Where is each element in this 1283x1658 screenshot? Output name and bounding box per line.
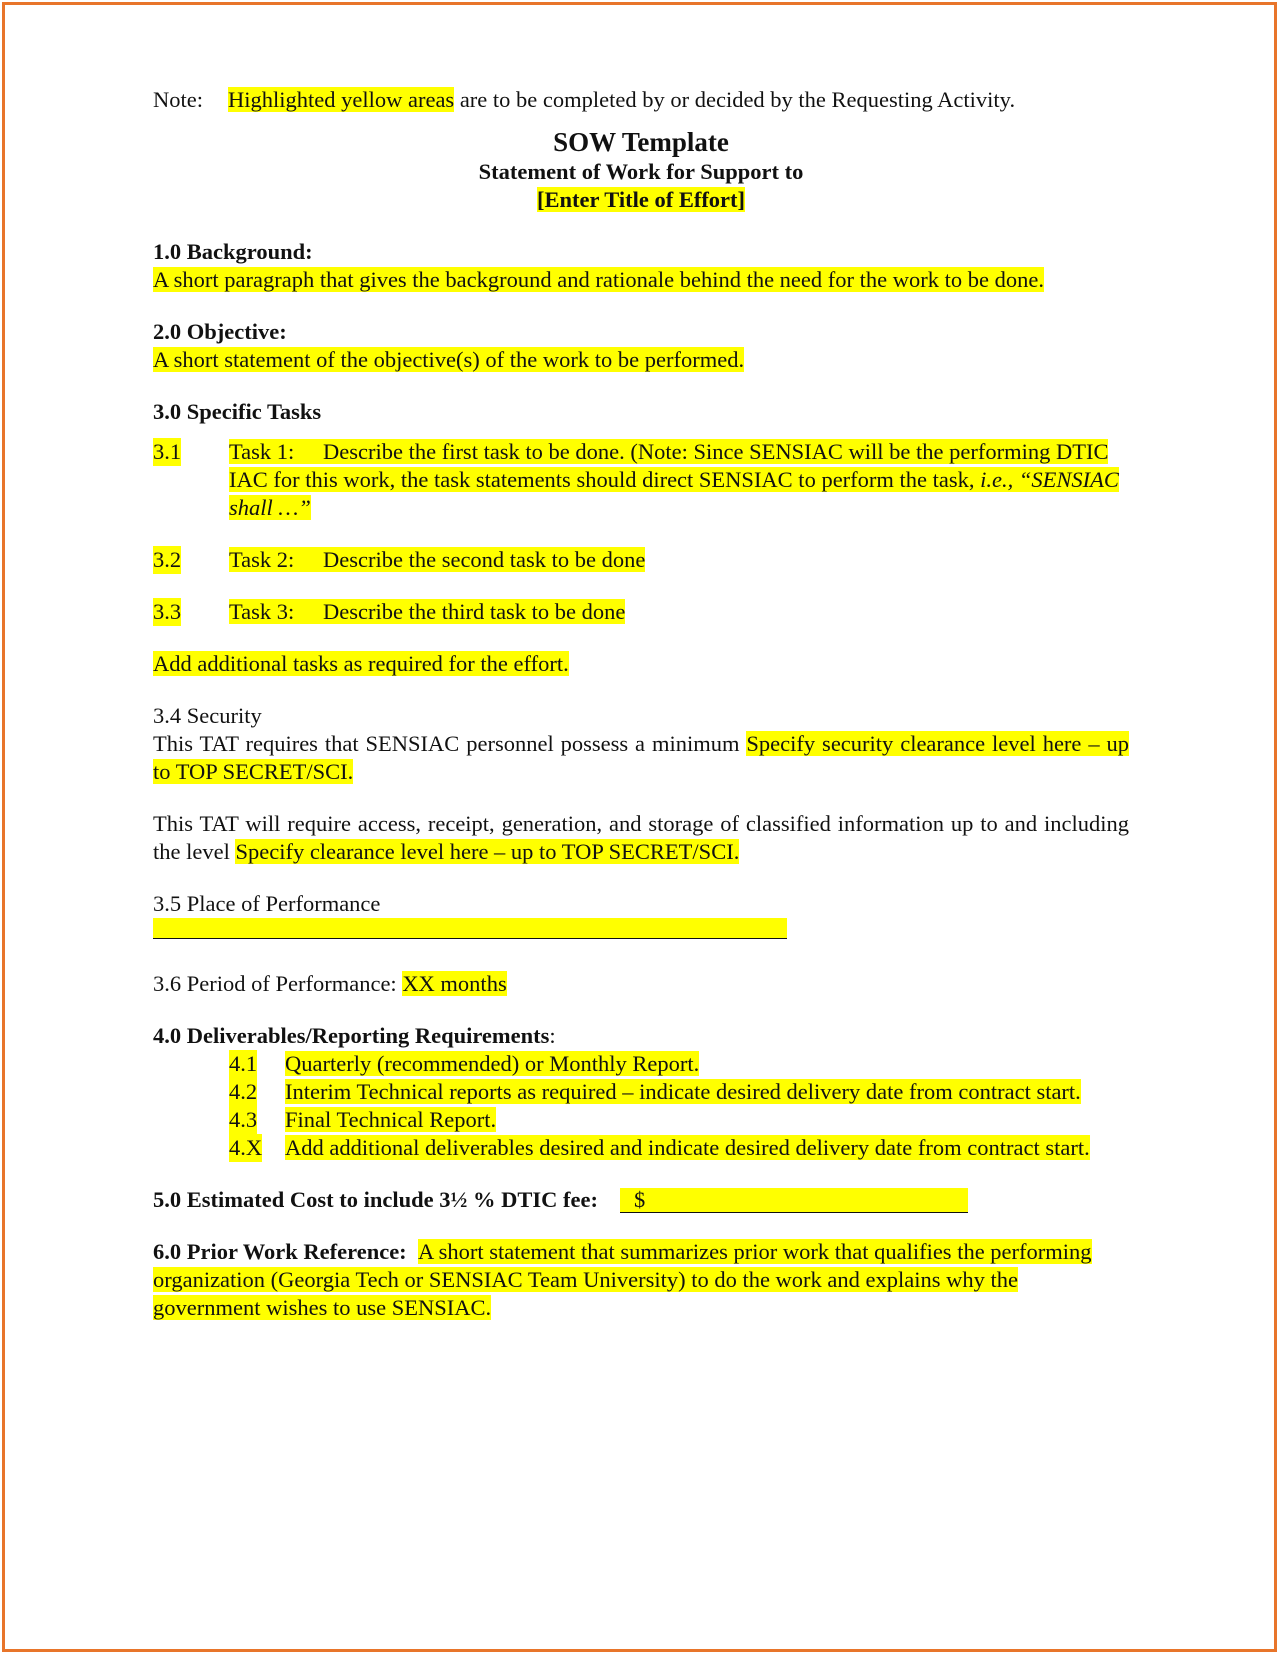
period-value: XX months — [402, 971, 507, 996]
deliverable-number: 4.X — [229, 1135, 263, 1160]
task-text: Describe the first task to be done. (Note: Since SENSIAC will be the performing DTIC IAC for this work, the task statements should direct SENSIAC to perform the task, — [229, 439, 1109, 492]
prior-work-paragraph — [153, 1238, 1129, 1322]
note-text: are to be completed by or decided by the Requesting Activity. — [459, 87, 1016, 112]
place-field-line — [153, 918, 1129, 946]
tasks-heading: 3.0 Specific Tasks — [153, 399, 322, 424]
document — [153, 86, 1129, 1322]
security-clearance-2: Specify clearance level here – up to TOP SECRET/SCI. — [235, 839, 740, 864]
deliverables-heading: 4.0 Deliverables/Reporting Requirements — [153, 1023, 550, 1048]
deliverable-number: 4.1 — [229, 1051, 258, 1076]
task-number: 3.1 — [153, 439, 182, 464]
task-item — [153, 598, 1129, 626]
task-text: Describe the third task to be done — [323, 599, 626, 624]
cost-field: $ — [620, 1188, 968, 1213]
additional-tasks: Add additional tasks as required for the effort. — [153, 651, 569, 676]
task-item — [153, 438, 1129, 522]
objective-heading: 2.0 Objective: — [153, 319, 287, 344]
task-text: Describe the second task to be done — [323, 547, 646, 572]
security-paragraph-1 — [153, 730, 1129, 786]
security-heading: 3.4 Security — [153, 703, 262, 728]
document-subtitle: Statement of Work for Support to — [478, 159, 804, 184]
note-highlight: Highlighted yellow areas — [228, 87, 455, 112]
task-number: 3.3 — [153, 599, 182, 624]
deliverable-item — [229, 1106, 1129, 1134]
cost-line — [153, 1186, 1129, 1214]
deliverable-text: Quarterly (recommended) or Monthly Report. — [285, 1051, 700, 1076]
document-title: SOW Template — [553, 127, 729, 157]
prior-work-heading: 6.0 Prior Work Reference: — [153, 1239, 407, 1264]
deliverable-item — [229, 1134, 1129, 1162]
deliverable-text: Interim Technical reports as required – indicate desired delivery date from contract start. — [285, 1079, 1081, 1104]
deliverable-item — [229, 1078, 1129, 1106]
objective-text: A short statement of the objective(s) of the work to be performed. — [153, 347, 745, 372]
deliverables-list — [229, 1050, 1129, 1162]
deliverables-heading-line — [153, 1022, 1129, 1050]
additional-tasks-line — [153, 650, 1129, 678]
task-body — [229, 599, 625, 624]
note-line — [153, 86, 1129, 114]
deliverable-text: Add additional deliverables desired and indicate desired delivery date from contract start. — [285, 1135, 1090, 1160]
background-paragraph — [153, 266, 1129, 294]
security-paragraph-2 — [153, 810, 1129, 866]
place-heading: 3.5 Place of Performance — [153, 891, 381, 916]
cost-heading: 5.0 Estimated Cost to include 3½ % DTIC fee: — [153, 1187, 598, 1212]
deliverable-number: 4.3 — [229, 1107, 258, 1132]
task-body — [229, 547, 645, 572]
background-heading: 1.0 Background: — [153, 239, 313, 264]
deliverables-colon: : — [549, 1023, 556, 1048]
task-item — [153, 546, 1129, 574]
objective-paragraph — [153, 346, 1129, 374]
task-italic: i.e., “SENSIAC shall …” — [229, 467, 1119, 520]
effort-title-line — [153, 186, 1129, 214]
task-body — [229, 439, 1119, 520]
place-blank-field — [153, 918, 787, 939]
task-number: 3.2 — [153, 547, 182, 572]
deliverable-number: 4.2 — [229, 1079, 258, 1104]
task-label: Task 2: — [229, 547, 295, 572]
security-text-1: This TAT requires that SENSIAC personnel possess a minimum — [153, 731, 740, 756]
deliverable-text: Final Technical Report. — [285, 1107, 497, 1132]
security-clearance-1: Specify security clearance level here – up to TOP SECRET/SCI. — [153, 731, 1130, 784]
task-label: Task 3: — [229, 599, 295, 624]
deliverable-item — [229, 1050, 1129, 1078]
task-label: Task 1: — [229, 439, 295, 464]
note-label: Note: — [153, 87, 203, 112]
security-text-2: This TAT will require access, receipt, generation, and storage of classified information up to and including the level — [153, 811, 1129, 864]
period-label: 3.6 Period of Performance: — [153, 971, 397, 996]
period-line — [153, 970, 1129, 998]
prior-work-text: A short statement that summarizes prior work that qualifies the performing organization (Georgia Tech or SENSIAC Team University) to do the work and explains why the government wishes to use SENSIAC. — [153, 1239, 1092, 1320]
effort-title: [Enter Title of Effort] — [536, 187, 746, 212]
background-text: A short paragraph that gives the background and rationale behind the need for the work to be done. — [153, 267, 1044, 292]
